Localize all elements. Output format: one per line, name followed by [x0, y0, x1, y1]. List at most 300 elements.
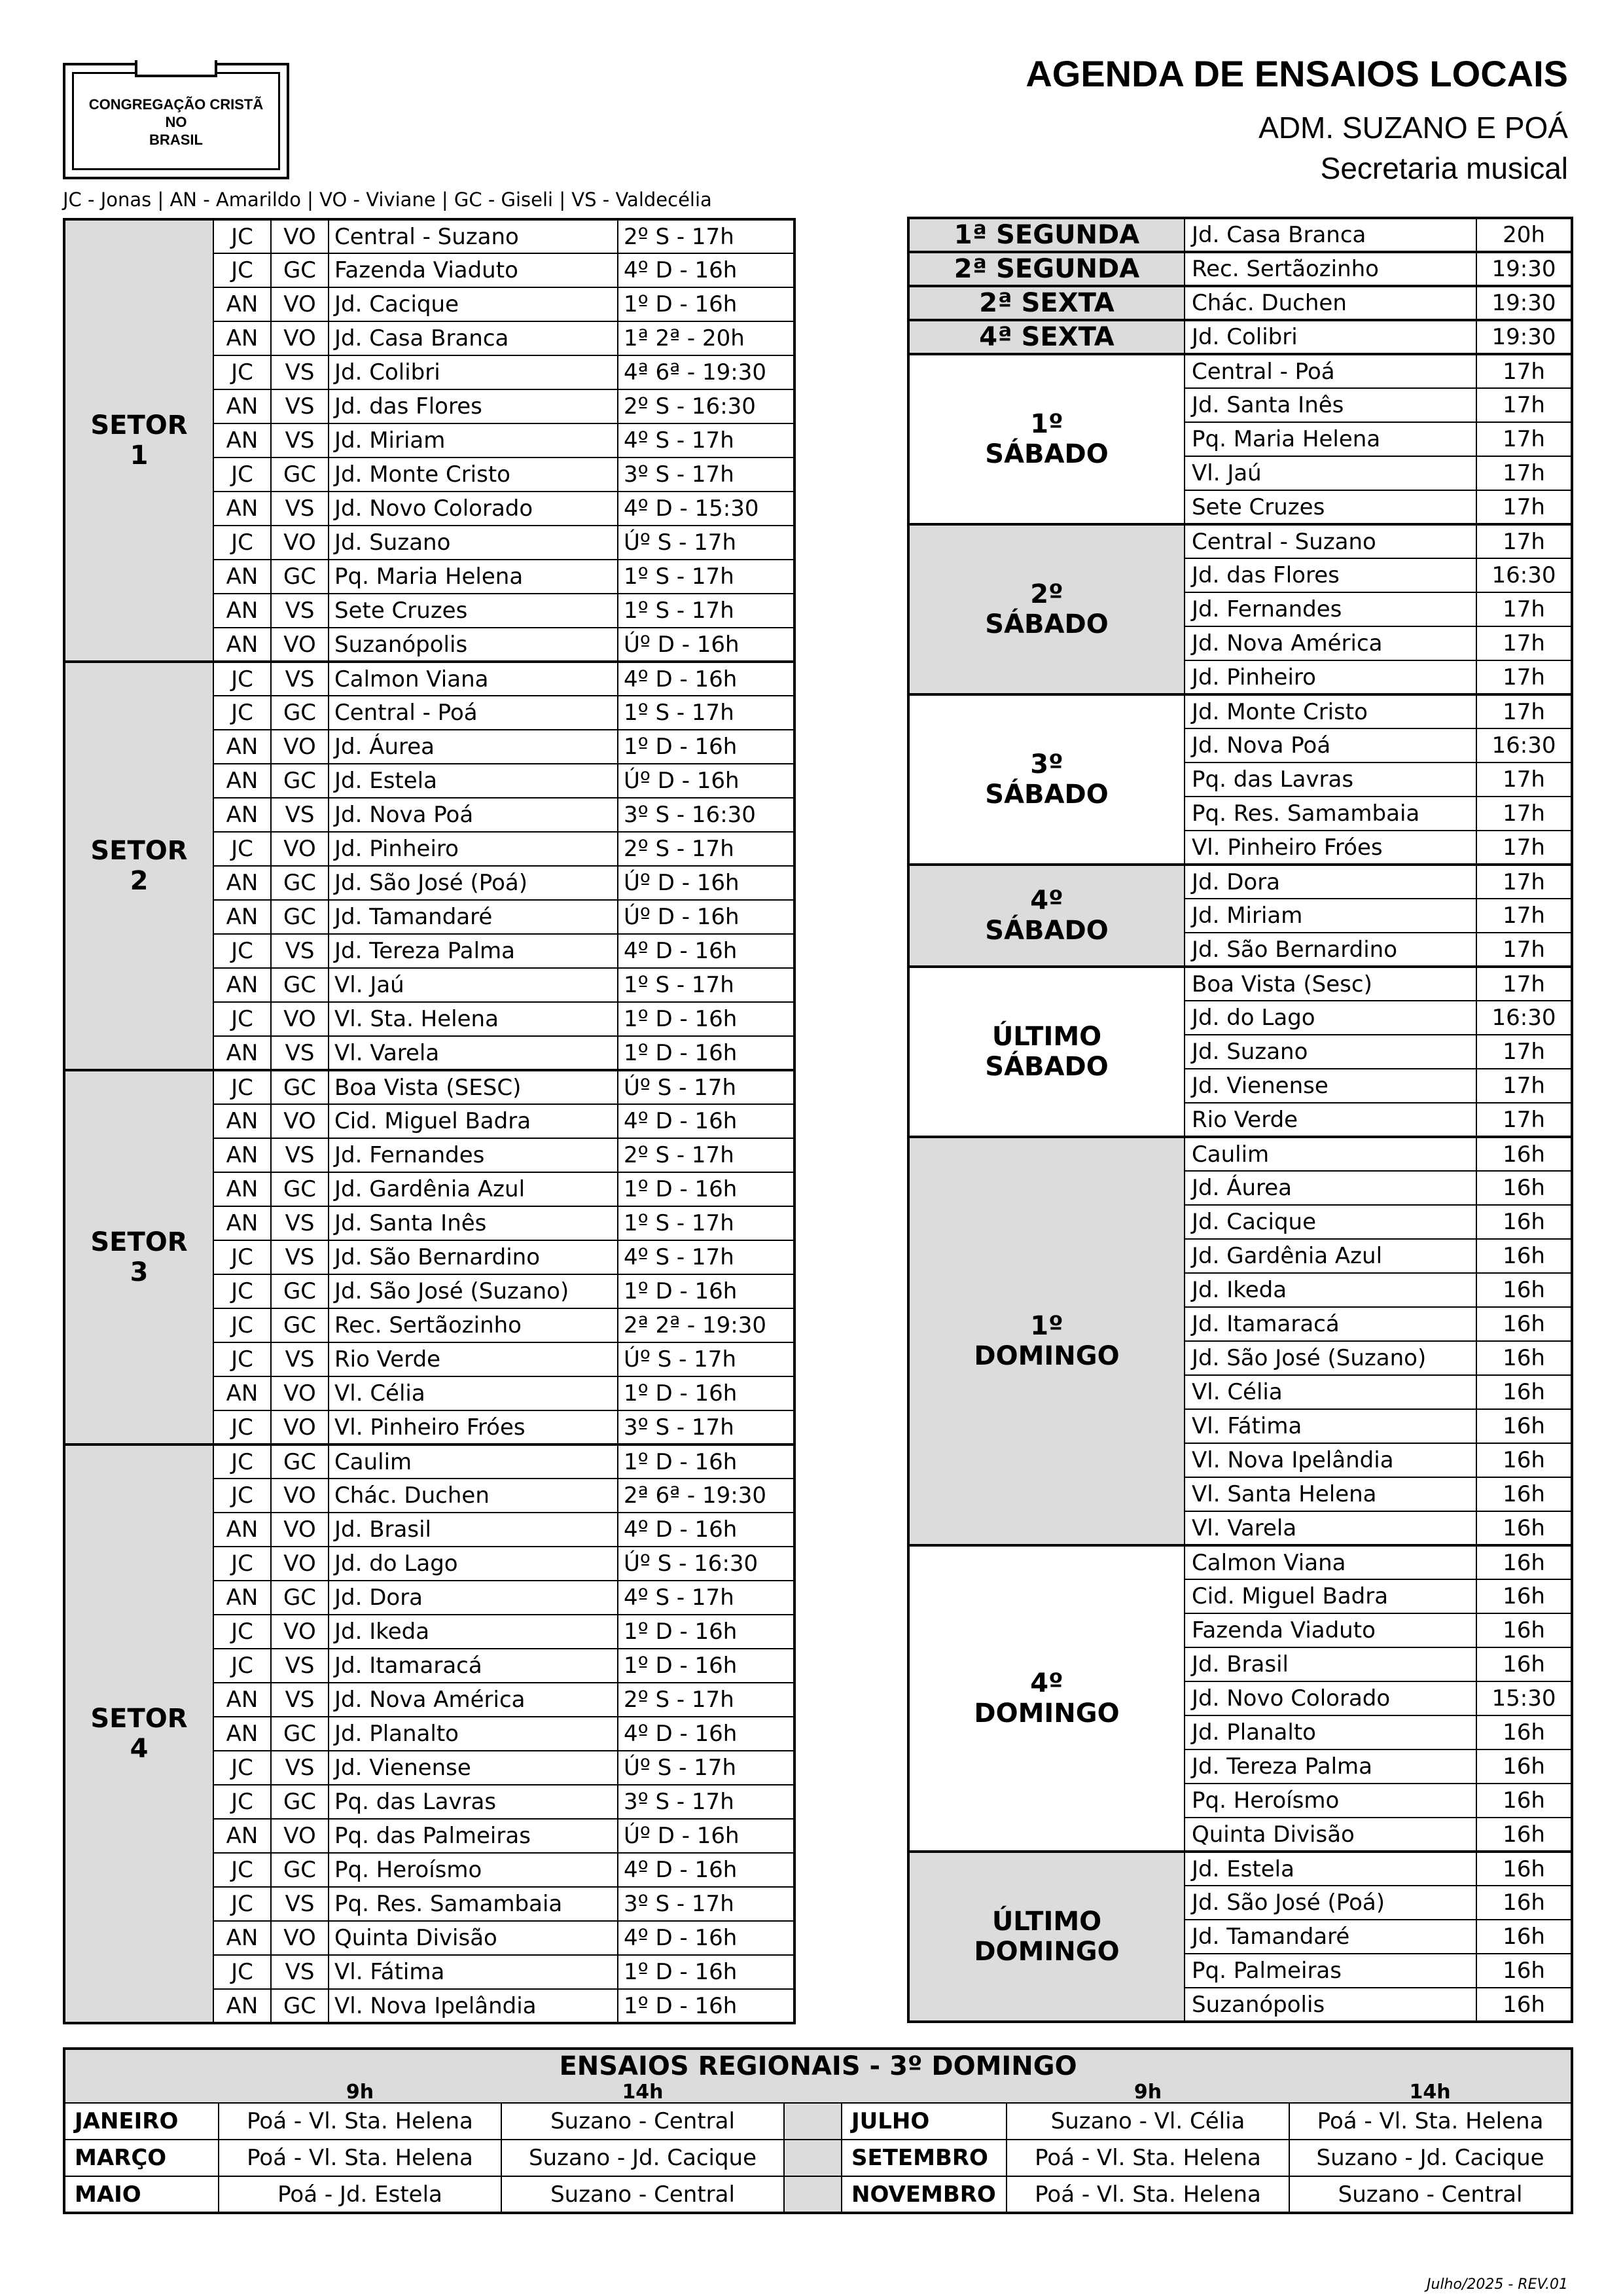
rehearsal-time: 16h	[1476, 1511, 1572, 1545]
conductor-code: JC	[213, 1342, 271, 1376]
rehearsal-schedule: 1º D - 16h	[618, 1274, 794, 1308]
day-label: 1º DOMINGO	[908, 1137, 1185, 1545]
location-name: Jd. Gardênia Azul	[1185, 1239, 1476, 1273]
rehearsal-time: 17h	[1476, 422, 1572, 456]
location-name: Jd. Áurea	[329, 730, 618, 764]
conductor-code: AN	[213, 730, 271, 764]
location-name: Vl. Varela	[1185, 1511, 1476, 1545]
location-name: Vl. Nova Ipelândia	[1185, 1443, 1476, 1477]
logo-line: NO	[165, 114, 187, 130]
rehearsal-schedule: Úº S - 16:30	[618, 1547, 794, 1581]
location-name: Jd. São Bernardino	[1185, 933, 1476, 967]
rehearsal-schedule: 1º D - 16h	[618, 1649, 794, 1683]
day-label: 4º SÁBADO	[908, 865, 1185, 967]
conductor-code: AN	[213, 628, 271, 662]
rehearsal-schedule: 2º S - 17h	[618, 1138, 794, 1172]
table-row	[908, 865, 1572, 899]
location-name: Cid. Miguel Badra	[329, 1104, 618, 1138]
rehearsal-time: 17h	[1476, 524, 1572, 558]
location-name: Jd. Fernandes	[329, 1138, 618, 1172]
rehearsal-time: 16h	[1476, 1784, 1572, 1818]
organist-code: VO	[271, 321, 329, 355]
column-gap	[784, 2176, 842, 2213]
location-name: Jd. Ikeda	[329, 1615, 618, 1649]
rehearsal-time: 16h	[1476, 1920, 1572, 1954]
rehearsal-schedule: Úº D - 16h	[618, 1819, 794, 1853]
sector-schedule-table	[63, 218, 796, 2024]
location-name: Pq. das Lavras	[329, 1785, 618, 1819]
weekday-schedule-table	[907, 217, 1573, 2023]
regional-title: ENSAIOS REGIONAIS - 3º DOMINGO	[64, 2049, 1572, 2083]
rehearsal-schedule: 1º D - 16h	[618, 1002, 794, 1036]
rehearsal-time: 17h	[1476, 831, 1572, 865]
table-row	[908, 694, 1572, 728]
table-row	[64, 1070, 794, 1104]
location-name: Pq. Maria Helena	[1185, 422, 1476, 456]
location-name: Fazenda Viaduto	[1185, 1613, 1476, 1647]
location-name: Vl. Célia	[1185, 1375, 1476, 1409]
location-name: Vl. Sta. Helena	[329, 1002, 618, 1036]
day-label: 4º DOMINGO	[908, 1545, 1185, 1852]
location-name: Pq. Palmeiras	[1185, 1954, 1476, 1988]
location-name: Rio Verde	[329, 1342, 618, 1376]
rehearsal-schedule: Úº D - 16h	[618, 628, 794, 662]
rehearsal-time: 16h	[1476, 1954, 1572, 1988]
location-name: Jd. Cacique	[1185, 1205, 1476, 1239]
page-title: AGENDA DE ENSAIOS LOCAIS	[1026, 53, 1568, 94]
organist-code: VS	[271, 1138, 329, 1172]
location-name: Jd. Estela	[329, 764, 618, 798]
rehearsal-schedule: 1º D - 16h	[618, 730, 794, 764]
location-name: Central - Poá	[329, 696, 618, 730]
organist-code: VS	[271, 1751, 329, 1785]
table-row	[908, 1137, 1572, 1171]
location-name: Pq. Res. Samambaia	[1185, 797, 1476, 831]
rehearsal-schedule: 4º D - 16h	[618, 1513, 794, 1547]
rehearsal-schedule: Úº S - 17h	[618, 1070, 794, 1104]
regional-time-14h: 14h	[501, 2083, 784, 2103]
organist-code: GC	[271, 1717, 329, 1751]
location-name: Jd. Estela	[1185, 1852, 1476, 1886]
location-name: Jd. Ikeda	[1185, 1273, 1476, 1307]
location-name: Jd. São José (Suzano)	[329, 1274, 618, 1308]
location-name: Jd. Santa Inês	[329, 1206, 618, 1240]
location-name: Jd. Casa Branca	[329, 321, 618, 355]
organist-code: VS	[271, 492, 329, 526]
rehearsal-schedule: 3º S - 17h	[618, 457, 794, 492]
organist-code: VO	[271, 287, 329, 321]
location-name: Jd. Nova América	[329, 1683, 618, 1717]
rehearsal-schedule: 1º D - 16h	[618, 1376, 794, 1410]
sector-label: SETOR 2	[64, 662, 213, 1070]
organist-code: GC	[271, 696, 329, 730]
rehearsal-time: 19:30	[1476, 320, 1572, 354]
conductor-code: AN	[213, 1513, 271, 1547]
regional-9h-location: Poá - Vl. Sta. Helena	[1007, 2176, 1289, 2213]
organist-code: VO	[271, 526, 329, 560]
location-name: Jd. Tereza Palma	[329, 934, 618, 968]
location-name: Jd. Itamaracá	[329, 1649, 618, 1683]
regional-9h-location: Poá - Vl. Sta. Helena	[219, 2103, 501, 2140]
location-name: Jd. São Bernardino	[329, 1240, 618, 1274]
location-name: Jd. Vienense	[1185, 1069, 1476, 1103]
location-name: Boa Vista (SESC)	[329, 1070, 618, 1104]
rehearsal-time: 16h	[1476, 1749, 1572, 1784]
location-name: Jd. Fernandes	[1185, 592, 1476, 626]
rehearsal-schedule: 2ª 2ª - 19:30	[618, 1308, 794, 1342]
day-label: 4ª SEXTA	[908, 320, 1185, 354]
rehearsal-time: 17h	[1476, 592, 1572, 626]
logo-line: BRASIL	[149, 132, 203, 148]
conductor-code: AN	[213, 968, 271, 1002]
conductor-code: JC	[213, 457, 271, 492]
page-department: Secretaria musical	[1320, 151, 1568, 185]
location-name: Vl. Fátima	[1185, 1409, 1476, 1443]
rehearsal-schedule: 1º S - 17h	[618, 696, 794, 730]
table-row	[64, 662, 794, 696]
rehearsal-schedule: 2º S - 17h	[618, 1683, 794, 1717]
conductor-code: AN	[213, 1036, 271, 1070]
rehearsal-time: 16h	[1476, 1375, 1572, 1409]
day-label: 2ª SEXTA	[908, 286, 1185, 320]
organist-code: GC	[271, 968, 329, 1002]
location-name: Jd. São José (Poá)	[329, 866, 618, 900]
regional-time-14h: 14h	[1289, 2083, 1572, 2103]
month-label: NOVEMBRO	[842, 2176, 1007, 2213]
day-label: 3º SÁBADO	[908, 694, 1185, 865]
location-name: Jd. Colibri	[329, 355, 618, 389]
regional-9h-location: Poá - Vl. Sta. Helena	[219, 2140, 501, 2176]
conductor-code: AN	[213, 423, 271, 457]
rehearsal-time: 19:30	[1476, 252, 1572, 286]
month-label: JULHO	[842, 2103, 1007, 2140]
organist-code: VO	[271, 219, 329, 253]
rehearsal-schedule: 4º D - 16h	[618, 253, 794, 287]
location-name: Jd. Pinheiro	[329, 832, 618, 866]
sector-label: SETOR 4	[64, 1444, 213, 2023]
month-label: MAIO	[64, 2176, 219, 2213]
organist-code: VS	[271, 934, 329, 968]
rehearsal-schedule: 3º S - 16:30	[618, 798, 794, 832]
conductor-code: JC	[213, 1410, 271, 1444]
location-name: Sete Cruzes	[1185, 490, 1476, 524]
organist-code: VO	[271, 730, 329, 764]
location-name: Fazenda Viaduto	[329, 253, 618, 287]
location-name: Jd. Tamandaré	[329, 900, 618, 934]
location-name: Jd. Suzano	[329, 526, 618, 560]
column-gap	[784, 2103, 842, 2140]
conductor-code: JC	[213, 1240, 271, 1274]
organist-code: VO	[271, 1921, 329, 1955]
location-name: Jd. Miriam	[1185, 899, 1476, 933]
table-row	[908, 252, 1572, 286]
organist-code: VS	[271, 423, 329, 457]
table-row	[64, 219, 794, 253]
rehearsal-time: 16h	[1476, 1579, 1572, 1613]
conductor-code: JC	[213, 1308, 271, 1342]
location-name: Jd. Miriam	[329, 423, 618, 457]
conductor-code: JC	[213, 253, 271, 287]
location-name: Jd. Itamaracá	[1185, 1307, 1476, 1341]
location-name: Jd. Gardênia Azul	[329, 1172, 618, 1206]
rehearsal-schedule: 2ª 6ª - 19:30	[618, 1479, 794, 1513]
location-name: Vl. Nova Ipelândia	[329, 1989, 618, 2023]
logo-top-emblem	[135, 60, 217, 77]
rehearsal-time: 20h	[1476, 218, 1572, 252]
rehearsal-time: 16h	[1476, 1205, 1572, 1239]
location-name: Chác. Duchen	[329, 1479, 618, 1513]
location-name: Central - Poá	[1185, 354, 1476, 388]
conductor-code: JC	[213, 355, 271, 389]
conductor-code: AN	[213, 1683, 271, 1717]
rehearsal-time: 17h	[1476, 1103, 1572, 1137]
organist-code: VO	[271, 1615, 329, 1649]
rehearsal-schedule: Úº S - 17h	[618, 1342, 794, 1376]
rehearsal-schedule: Úº D - 16h	[618, 866, 794, 900]
month-label: MARÇO	[64, 2140, 219, 2176]
rehearsal-time: 17h	[1476, 899, 1572, 933]
conductor-code: JC	[213, 696, 271, 730]
rehearsal-time: 17h	[1476, 1035, 1572, 1069]
rehearsal-time: 16:30	[1476, 1001, 1572, 1035]
location-name: Central - Suzano	[1185, 524, 1476, 558]
location-name: Quinta Divisão	[1185, 1818, 1476, 1852]
organist-code: VO	[271, 1002, 329, 1036]
conductor-code: JC	[213, 1547, 271, 1581]
conductor-code: JC	[213, 1444, 271, 1479]
location-name: Vl. Varela	[329, 1036, 618, 1070]
month-label: JANEIRO	[64, 2103, 219, 2140]
rehearsal-schedule: 3º S - 17h	[618, 1410, 794, 1444]
location-name: Jd. Vienense	[329, 1751, 618, 1785]
conductor-code: JC	[213, 1615, 271, 1649]
organist-code: GC	[271, 764, 329, 798]
rehearsal-time: 16h	[1476, 1477, 1572, 1511]
organist-code: GC	[271, 457, 329, 492]
rehearsal-schedule: 2º S - 17h	[618, 832, 794, 866]
organist-code: GC	[271, 900, 329, 934]
organist-code: GC	[271, 1274, 329, 1308]
conductor-code: AN	[213, 900, 271, 934]
rehearsal-schedule: 4º S - 17h	[618, 1240, 794, 1274]
rehearsal-time: 16h	[1476, 1545, 1572, 1579]
location-name: Vl. Jaú	[329, 968, 618, 1002]
location-name: Vl. Santa Helena	[1185, 1477, 1476, 1511]
location-name: Jd. Dora	[329, 1581, 618, 1615]
regional-time-9h: 9h	[219, 2083, 501, 2103]
rehearsal-time: 17h	[1476, 933, 1572, 967]
conductor-code: AN	[213, 560, 271, 594]
rehearsal-time: 16:30	[1476, 728, 1572, 762]
table-row	[908, 320, 1572, 354]
location-name: Jd. Áurea	[1185, 1171, 1476, 1205]
rehearsal-schedule: 2º S - 16:30	[618, 389, 794, 423]
table-row	[908, 967, 1572, 1001]
location-name: Suzanópolis	[329, 628, 618, 662]
conductor-code: JC	[213, 1751, 271, 1785]
rehearsal-schedule: 4º D - 16h	[618, 662, 794, 696]
conductor-code: AN	[213, 594, 271, 628]
location-name: Boa Vista (Sesc)	[1185, 967, 1476, 1001]
rehearsal-time: 17h	[1476, 1069, 1572, 1103]
location-name: Jd. das Flores	[329, 389, 618, 423]
day-label: ÚLTIMO DOMINGO	[908, 1852, 1185, 2022]
conductor-code: AN	[213, 1921, 271, 1955]
conductor-code: JC	[213, 1070, 271, 1104]
regional-14h-location: Suzano - Central	[501, 2176, 784, 2213]
location-name: Jd. Monte Cristo	[1185, 694, 1476, 728]
location-name: Caulim	[329, 1444, 618, 1479]
organist-code: GC	[271, 1172, 329, 1206]
conductor-code: JC	[213, 1785, 271, 1819]
location-name: Jd. Brasil	[329, 1513, 618, 1547]
rehearsal-time: 16h	[1476, 1171, 1572, 1205]
rehearsal-schedule: 1º D - 16h	[618, 1615, 794, 1649]
location-name: Rec. Sertãozinho	[329, 1308, 618, 1342]
organist-code: VO	[271, 1376, 329, 1410]
organist-code: VS	[271, 1206, 329, 1240]
organist-code: VS	[271, 1955, 329, 1989]
location-name: Jd. Nova Poá	[1185, 728, 1476, 762]
rehearsal-schedule: 4º D - 16h	[618, 934, 794, 968]
conductor-code: JC	[213, 1002, 271, 1036]
day-label: 1º SÁBADO	[908, 354, 1185, 524]
organist-code: VS	[271, 798, 329, 832]
location-name: Suzanópolis	[1185, 1988, 1476, 2022]
location-name: Caulim	[1185, 1137, 1476, 1171]
organist-code: VS	[271, 1649, 329, 1683]
conductor-code: AN	[213, 1138, 271, 1172]
rehearsal-schedule: 4º D - 16h	[618, 1921, 794, 1955]
location-name: Rec. Sertãozinho	[1185, 252, 1476, 286]
location-name: Jd. das Flores	[1185, 558, 1476, 592]
sector-label: SETOR 1	[64, 219, 213, 662]
month-label: SETEMBRO	[842, 2140, 1007, 2176]
rehearsal-schedule: 1ª 2ª - 20h	[618, 321, 794, 355]
organist-code: VS	[271, 355, 329, 389]
rehearsal-schedule: 4º D - 15:30	[618, 492, 794, 526]
location-name: Jd. Planalto	[1185, 1715, 1476, 1749]
rehearsal-time: 15:30	[1476, 1681, 1572, 1715]
location-name: Pq. Res. Samambaia	[329, 1887, 618, 1921]
organist-code: GC	[271, 1581, 329, 1615]
location-name: Jd. Santa Inês	[1185, 388, 1476, 422]
table-row	[908, 286, 1572, 320]
location-name: Jd. Brasil	[1185, 1647, 1476, 1681]
conductor-code: JC	[213, 934, 271, 968]
day-label: ÚLTIMO SÁBADO	[908, 967, 1185, 1137]
rehearsal-time: 17h	[1476, 762, 1572, 797]
rehearsal-time: 17h	[1476, 694, 1572, 728]
location-name: Vl. Célia	[329, 1376, 618, 1410]
organist-code: VO	[271, 1819, 329, 1853]
organist-code: VS	[271, 1342, 329, 1376]
organist-code: VO	[271, 1104, 329, 1138]
conductor-code: AN	[213, 764, 271, 798]
table-row	[908, 1852, 1572, 1886]
conductor-code: AN	[213, 866, 271, 900]
organist-code: VS	[271, 662, 329, 696]
organist-code: GC	[271, 560, 329, 594]
conductor-code: AN	[213, 1172, 271, 1206]
location-name: Jd. Cacique	[329, 287, 618, 321]
rehearsal-schedule: Úº D - 16h	[618, 764, 794, 798]
organist-code: VS	[271, 1036, 329, 1070]
rehearsal-time: 16h	[1476, 1307, 1572, 1341]
rehearsal-schedule: 1º S - 17h	[618, 560, 794, 594]
location-name: Jd. Planalto	[329, 1717, 618, 1751]
table-row	[908, 354, 1572, 388]
table-row	[908, 218, 1572, 252]
regional-14h-location: Suzano - Jd. Cacique	[1289, 2140, 1572, 2176]
rehearsal-time: 17h	[1476, 797, 1572, 831]
conductor-code: JC	[213, 662, 271, 696]
location-name: Jd. Nova Poá	[329, 798, 618, 832]
location-name: Chác. Duchen	[1185, 286, 1476, 320]
regional-14h-location: Suzano - Central	[501, 2103, 784, 2140]
conductor-code: AN	[213, 1581, 271, 1615]
location-name: Jd. São José (Poá)	[1185, 1886, 1476, 1920]
column-gap	[784, 2140, 842, 2176]
rehearsal-time: 16h	[1476, 1988, 1572, 2022]
organist-code: GC	[271, 1444, 329, 1479]
conductor-code: AN	[213, 287, 271, 321]
location-name: Jd. Novo Colorado	[329, 492, 618, 526]
location-name: Jd. Monte Cristo	[329, 457, 618, 492]
rehearsal-time: 16h	[1476, 1341, 1572, 1375]
table-row	[64, 2103, 1572, 2140]
organist-code: GC	[271, 1070, 329, 1104]
conductor-code: JC	[213, 219, 271, 253]
conductor-code: AN	[213, 798, 271, 832]
location-name: Pq. Maria Helena	[329, 560, 618, 594]
conductor-code: JC	[213, 526, 271, 560]
rehearsal-time: 16h	[1476, 1613, 1572, 1647]
location-name: Jd. Nova América	[1185, 626, 1476, 660]
rehearsal-schedule: 4º S - 17h	[618, 1581, 794, 1615]
location-name: Jd. Tereza Palma	[1185, 1749, 1476, 1784]
conductor-code: JC	[213, 1955, 271, 1989]
rehearsal-time: 17h	[1476, 660, 1572, 694]
table-row	[64, 1444, 794, 1479]
conductor-code: AN	[213, 1376, 271, 1410]
day-label: 2º SÁBADO	[908, 524, 1185, 694]
rehearsal-time: 17h	[1476, 456, 1572, 490]
location-name: Jd. Suzano	[1185, 1035, 1476, 1069]
conductor-code: JC	[213, 1274, 271, 1308]
location-name: Calmon Viana	[329, 662, 618, 696]
location-name: Vl. Fátima	[329, 1955, 618, 1989]
location-name: Jd. São José (Suzano)	[1185, 1341, 1476, 1375]
organist-code: GC	[271, 1308, 329, 1342]
rehearsal-schedule: 1º S - 17h	[618, 1206, 794, 1240]
rehearsal-schedule: 2º S - 17h	[618, 219, 794, 253]
table-row	[908, 524, 1572, 558]
rehearsal-schedule: 1º S - 17h	[618, 594, 794, 628]
rehearsal-time: 16h	[1476, 1818, 1572, 1852]
rehearsal-time: 17h	[1476, 354, 1572, 388]
organist-code: GC	[271, 253, 329, 287]
location-name: Vl. Jaú	[1185, 456, 1476, 490]
location-name: Calmon Viana	[1185, 1545, 1476, 1579]
rehearsal-time: 16h	[1476, 1647, 1572, 1681]
regional-14h-location: Suzano - Central	[1289, 2176, 1572, 2213]
rehearsal-schedule: 4º D - 16h	[618, 1853, 794, 1887]
regional-14h-location: Suzano - Jd. Cacique	[501, 2140, 784, 2176]
conductor-code: AN	[213, 1206, 271, 1240]
table-row	[908, 1545, 1572, 1579]
conductor-code: JC	[213, 832, 271, 866]
